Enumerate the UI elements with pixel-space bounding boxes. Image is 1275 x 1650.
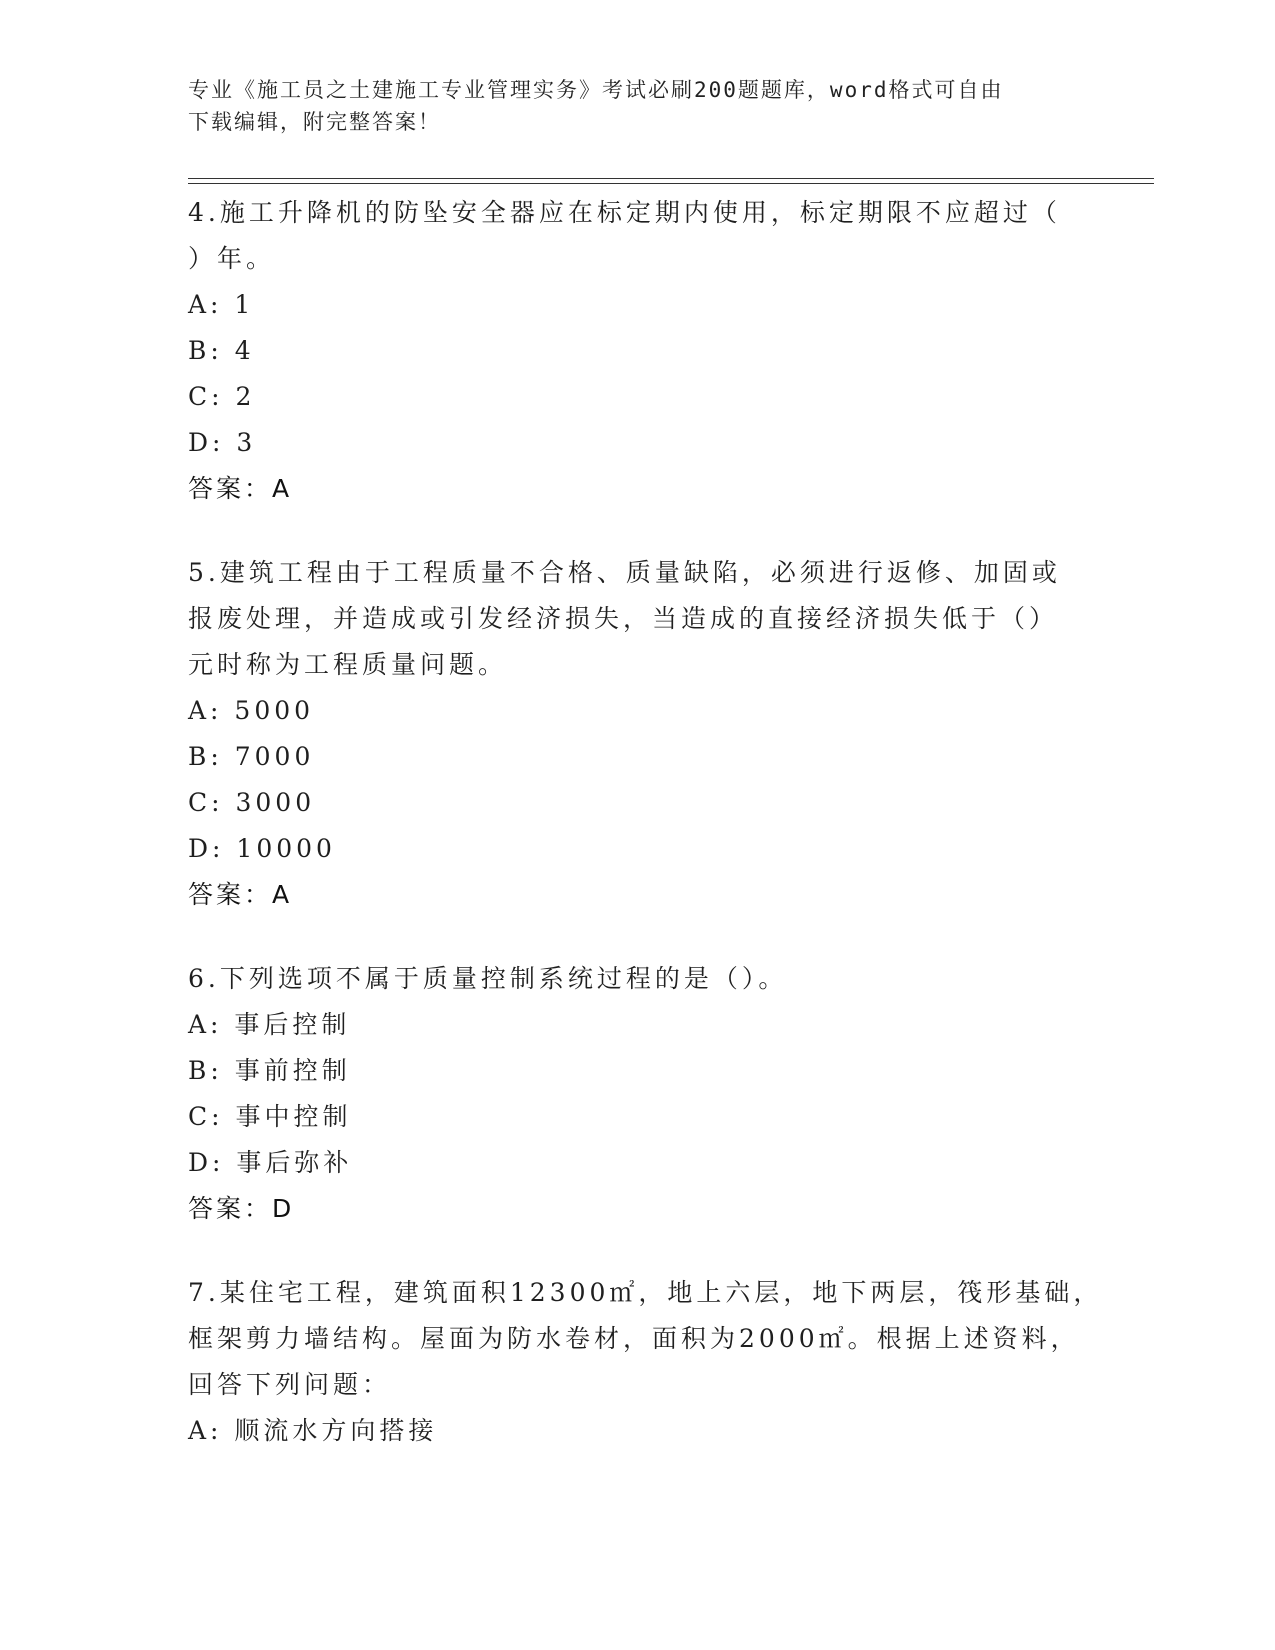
answer-line: 答案：A [188,880,293,909]
question-stem-line: 元时称为工程质量问题。 [188,650,508,679]
option-a: A: 事后控制 [188,1010,351,1039]
question-stem-line: 4.施工升降机的防坠安全器应在标定期内使用，标定期限不应超过（ [188,198,1061,227]
question-stem-line: 7.某住宅工程，建筑面积12300㎡，地上六层，地下两层，筏形基础， [188,1278,1103,1307]
question-5 [188,550,1088,918]
option-a: A: 顺流水方向搭接 [188,1416,438,1445]
option-a: A: 5000 [188,696,315,725]
question-stem-line: ）年。 [188,244,276,273]
option-d: D: 3 [188,428,257,457]
answer-line: 答案：D [188,1194,295,1223]
question-6 [188,956,1088,1232]
header-line-2: 下载编辑，附完整答案！ [188,110,441,134]
option-c: C: 2 [188,382,256,411]
option-b: B: 事前控制 [188,1056,351,1085]
option-c: C: 事中控制 [188,1102,352,1131]
question-stem-line: 回答下列问题： [188,1370,392,1399]
header-divider-top [188,178,1154,179]
question-stem-line: 报废处理，并造成或引发经济损失，当造成的直接经济损失低于（） [188,604,1059,633]
question-stem-line: 框架剪力墙结构。屋面为防水卷材，面积为2000㎡。根据上述资料， [188,1324,1080,1353]
answer-line: 答案：A [188,474,293,503]
question-stem-line: 6.下列选项不属于质量控制系统过程的是（）。 [188,964,788,993]
option-b: B: 7000 [188,742,315,771]
option-d: D: 10000 [188,834,336,863]
option-c: C: 3000 [188,788,316,817]
option-b: B: 4 [188,336,255,365]
option-d: D: 事后弥补 [188,1148,353,1177]
question-7 [188,1270,1103,1454]
document-header [188,74,1068,138]
question-list [188,190,1103,1492]
header-divider-bottom [188,183,1154,184]
question-4 [188,190,1088,512]
option-a: A: 1 [188,290,255,319]
question-stem-line: 5.建筑工程由于工程质量不合格、质量缺陷，必须进行返修、加固或 [188,558,1061,587]
header-line-1: 专业《施工员之土建施工专业管理实务》考试必刷200题题库，word格式可自由 [188,78,1004,102]
